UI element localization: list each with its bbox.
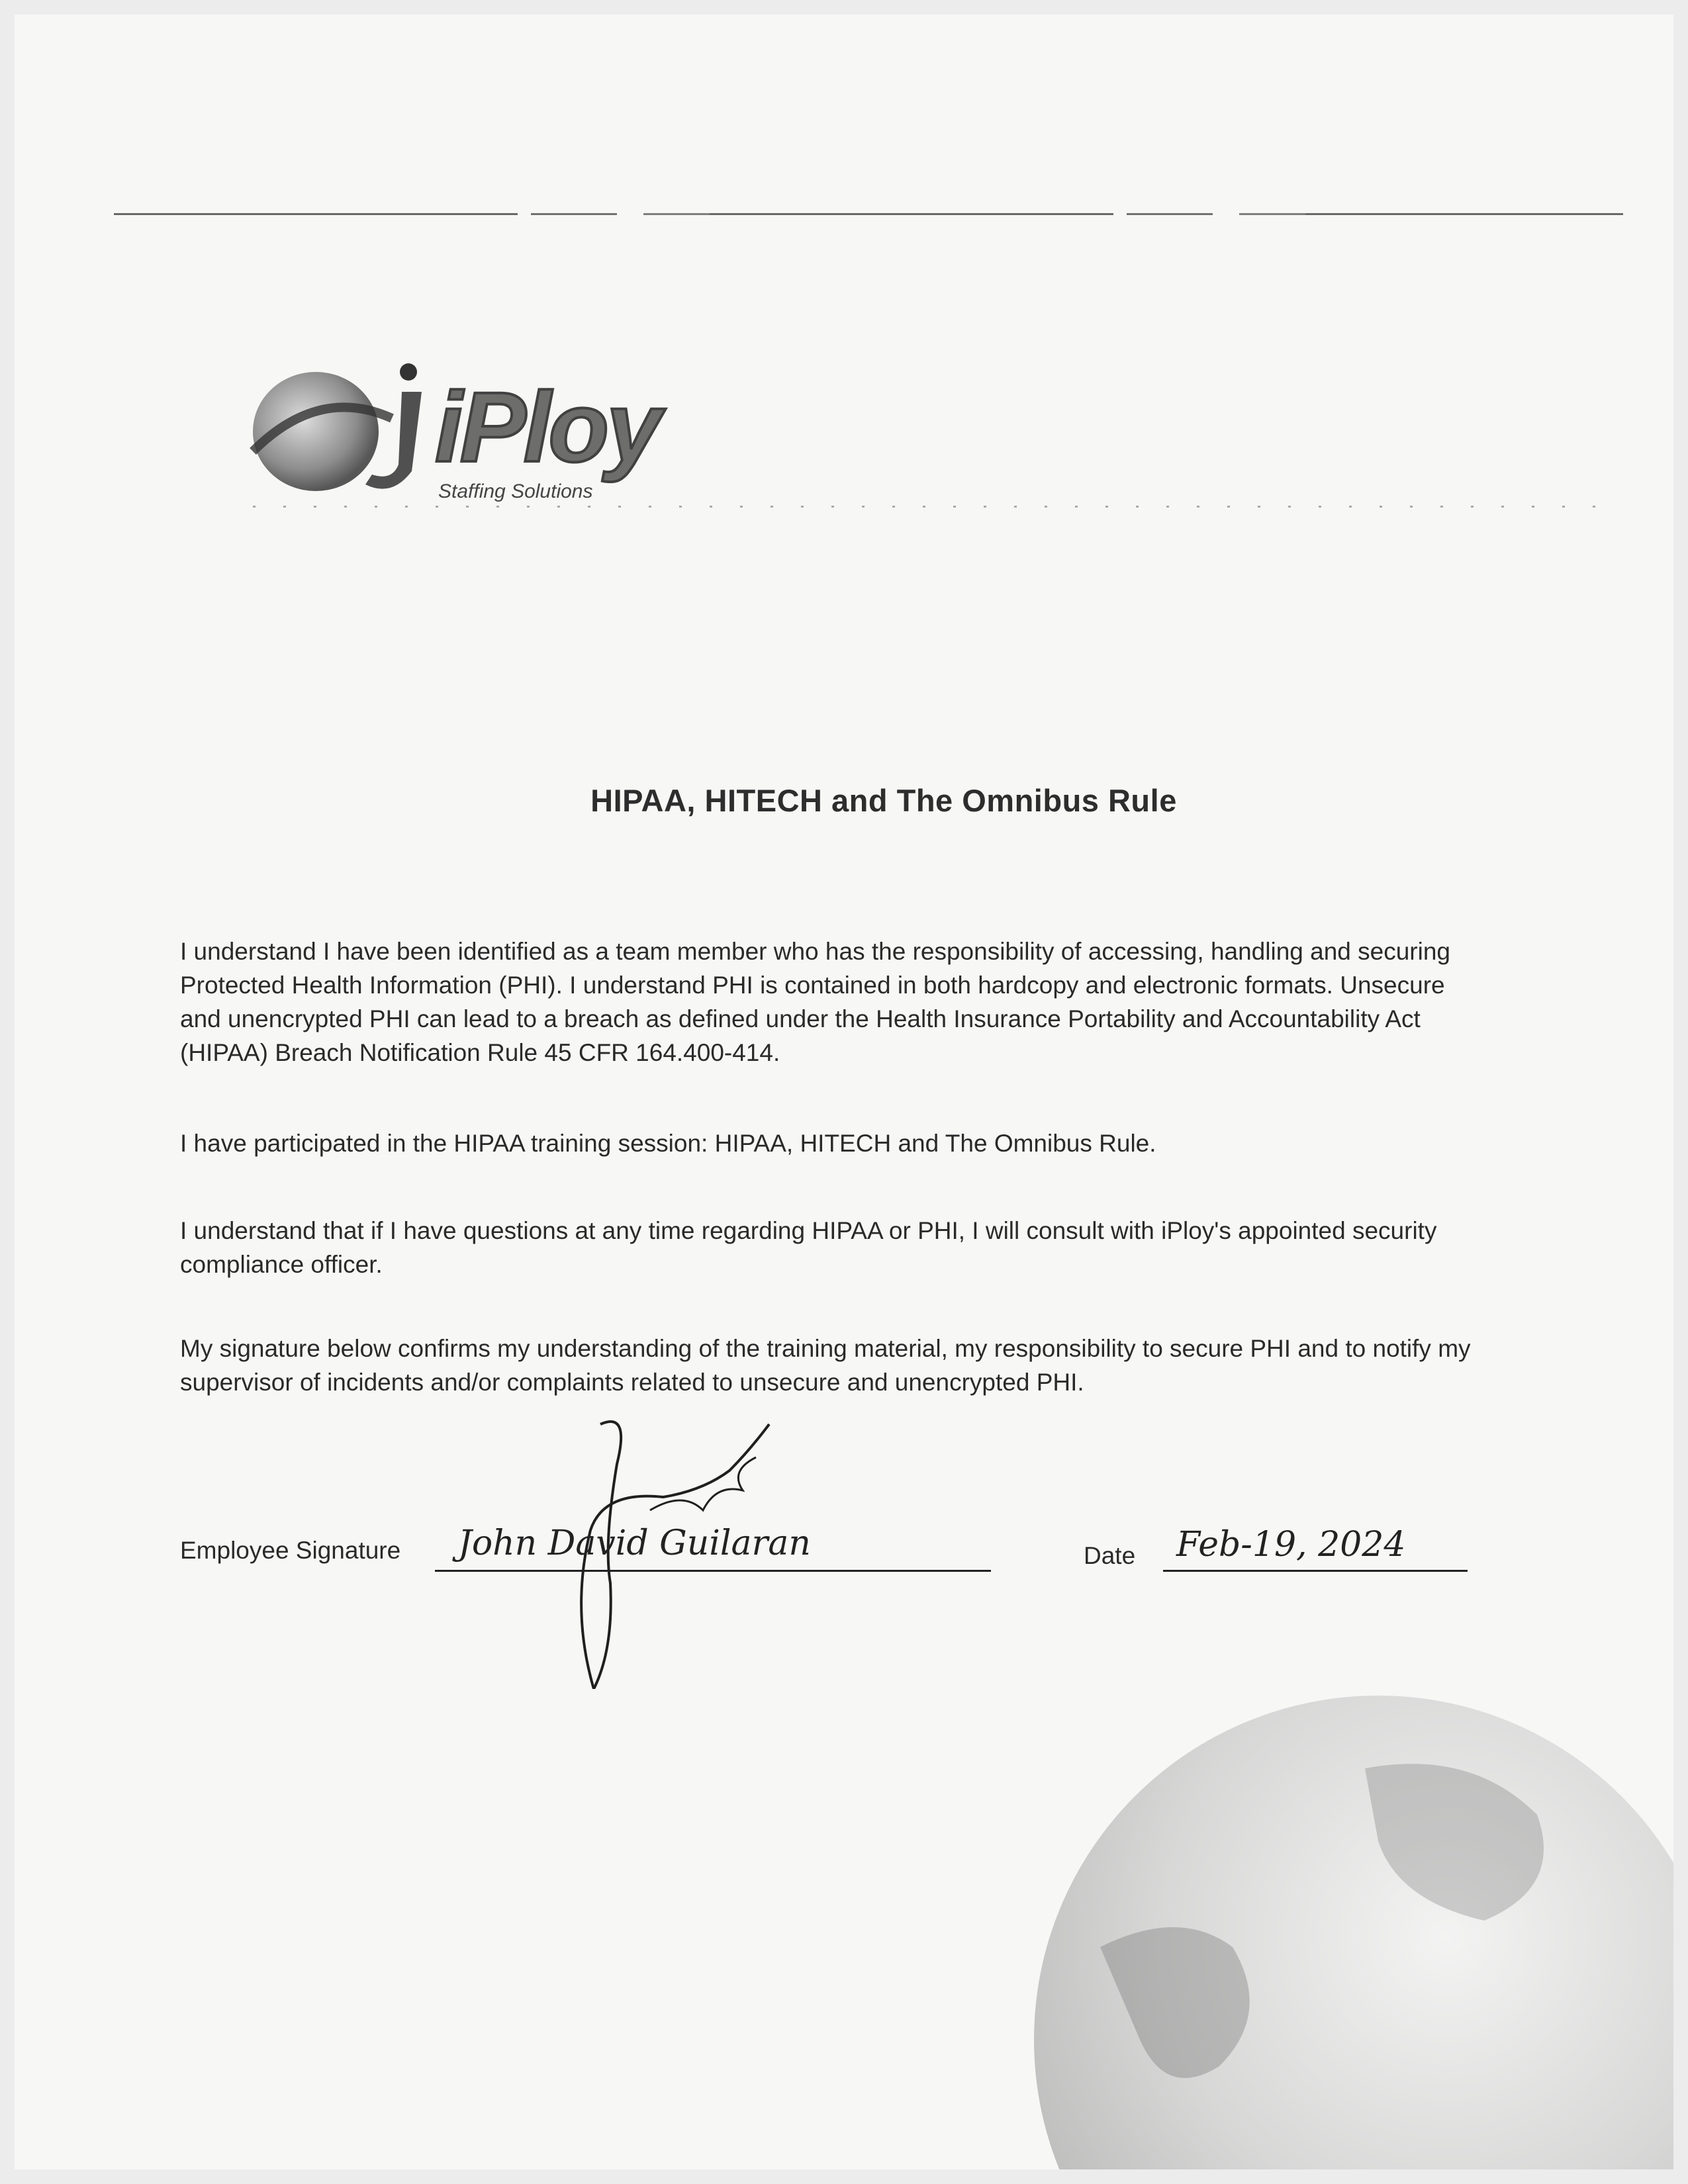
iploy-logo xyxy=(240,345,716,518)
header-rule xyxy=(114,213,1623,215)
globe-watermark-icon xyxy=(968,1669,1673,2169)
document-title: HIPAA, HITECH and The Omnibus Rule xyxy=(590,783,1177,818)
signature-line xyxy=(435,1570,991,1572)
paragraph-training-session: I have participated in the HIPAA training session: HIPAA, HITECH and The Omnibus Rule. xyxy=(180,1130,1156,1157)
logo-rule xyxy=(253,506,1603,508)
employee-name: John David Guilaran xyxy=(458,1524,811,1563)
signature-row xyxy=(180,1524,1663,1603)
globe-logo-icon xyxy=(240,345,716,518)
signed-date: Feb-19, 2024 xyxy=(1176,1525,1406,1565)
svg-text:iPloy: iPloy xyxy=(435,371,659,482)
paragraph-signature-confirmation: My signature below confirms my understanding of the training material, my responsibility to secure PHI and to notify my supervisor of incidents and/or complaints related to unsecure and unencrypted PHI. xyxy=(180,1335,1471,1396)
date-label: Date xyxy=(1084,1542,1136,1569)
paragraph-phi-responsibility: I understand I have been identified as a team member who has the responsibility of accessing, handling and securing Protected Health Information (PHI). I understand PHI is contained in both hardcopy and electronic formats. Unsecure and unencrypted PHI can lead to a breach as defined under the Health Insurance Portability and Accountability Act (HIPAA) Breach Notification Rule 45 CFR 164.400-414. xyxy=(180,938,1450,1066)
paragraph-compliance-officer: I understand that if I have questions at any time regarding HIPAA or PHI, I will consult with iPloy's appointed security compliance officer. xyxy=(180,1217,1437,1278)
svg-text:Staffing Solutions: Staffing Solutions xyxy=(438,480,593,502)
employee-signature-label: Employee Signature xyxy=(180,1537,401,1564)
date-line xyxy=(1163,1570,1468,1572)
document-page xyxy=(15,15,1673,2169)
